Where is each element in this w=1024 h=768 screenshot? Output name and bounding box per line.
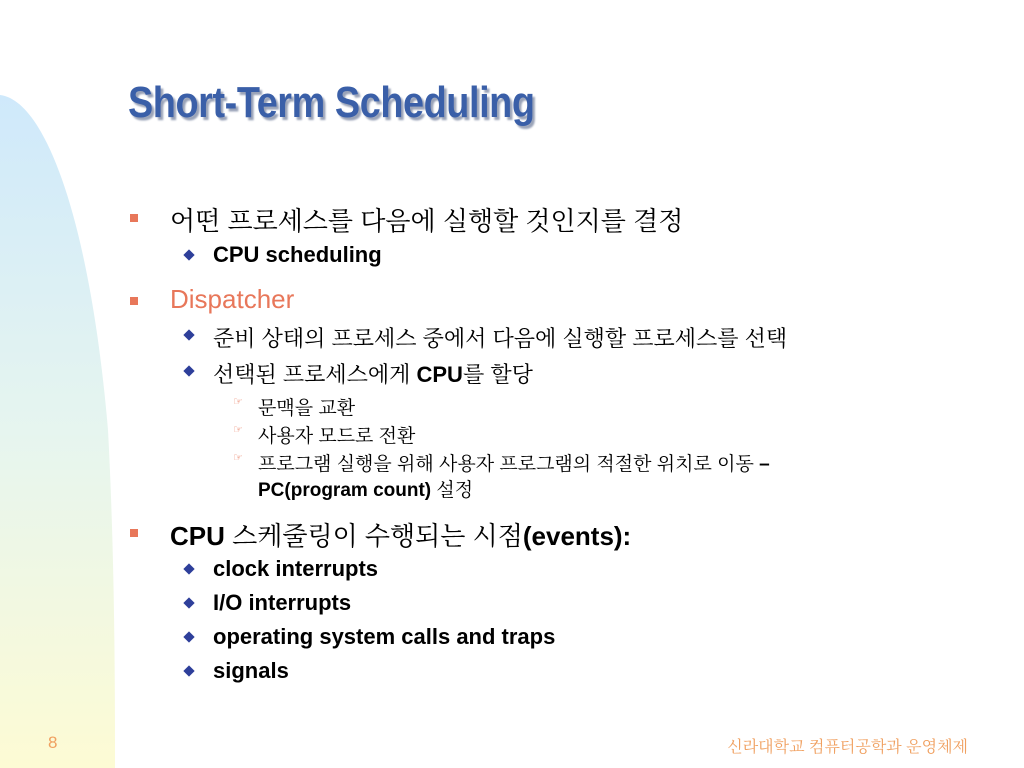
bullet-text: Dispatcher: [170, 284, 295, 314]
bullet-text: CPU 스케줄링이 수행되는 시점(events):: [170, 521, 632, 551]
sub-sub-bullet-text: 프로그램 실행을 위해 사용자 프로그램의 적절한 위치로 이동 –: [258, 454, 770, 475]
sub-bullet-text: 선택된 프로세스에게 CPU를 할당: [213, 362, 533, 387]
diamond-bullet-icon: [183, 249, 194, 260]
square-bullet-icon: [130, 297, 138, 305]
sub-sub-bullet-text: 사용자 모드로 전환: [258, 426, 416, 447]
pointing-hand-icon: ☞: [233, 423, 243, 436]
sub-bullet-text: operating system calls and traps: [213, 624, 556, 649]
diamond-bullet-icon: [183, 631, 194, 642]
square-bullet-icon: [130, 529, 138, 537]
slide-page-number: 8: [48, 733, 58, 752]
diamond-bullet-icon: [183, 597, 194, 608]
sub-sub-bullet-text: PC(program count) 설정: [258, 480, 474, 501]
footer-organization: 신라대학교 컴퓨터공학과 운영체제: [727, 739, 968, 756]
diamond-bullet-icon: [183, 665, 194, 676]
sub-bullet-text: I/O interrupts: [213, 590, 352, 615]
diamond-bullet-icon: [183, 329, 194, 340]
diamond-bullet-icon: [183, 365, 194, 376]
sub-bullet-text: CPU scheduling: [213, 242, 382, 267]
slide-title: Short-Term Scheduling: [128, 78, 535, 127]
sub-bullet-text: signals: [213, 658, 289, 683]
pointing-hand-icon: ☞: [233, 395, 243, 408]
diamond-bullet-icon: [183, 563, 194, 574]
bullet-text: 어떤 프로세스를 다음에 실행할 것인지를 결정: [170, 206, 684, 236]
square-bullet-icon: [130, 214, 138, 222]
sub-bullet-text: clock interrupts: [213, 556, 379, 581]
sub-bullet-text: 준비 상태의 프로세스 중에서 다음에 실행할 프로세스를 선택: [213, 326, 788, 351]
pointing-hand-icon: ☞: [233, 451, 243, 464]
sub-sub-bullet-text: 문맥을 교환: [258, 398, 356, 419]
